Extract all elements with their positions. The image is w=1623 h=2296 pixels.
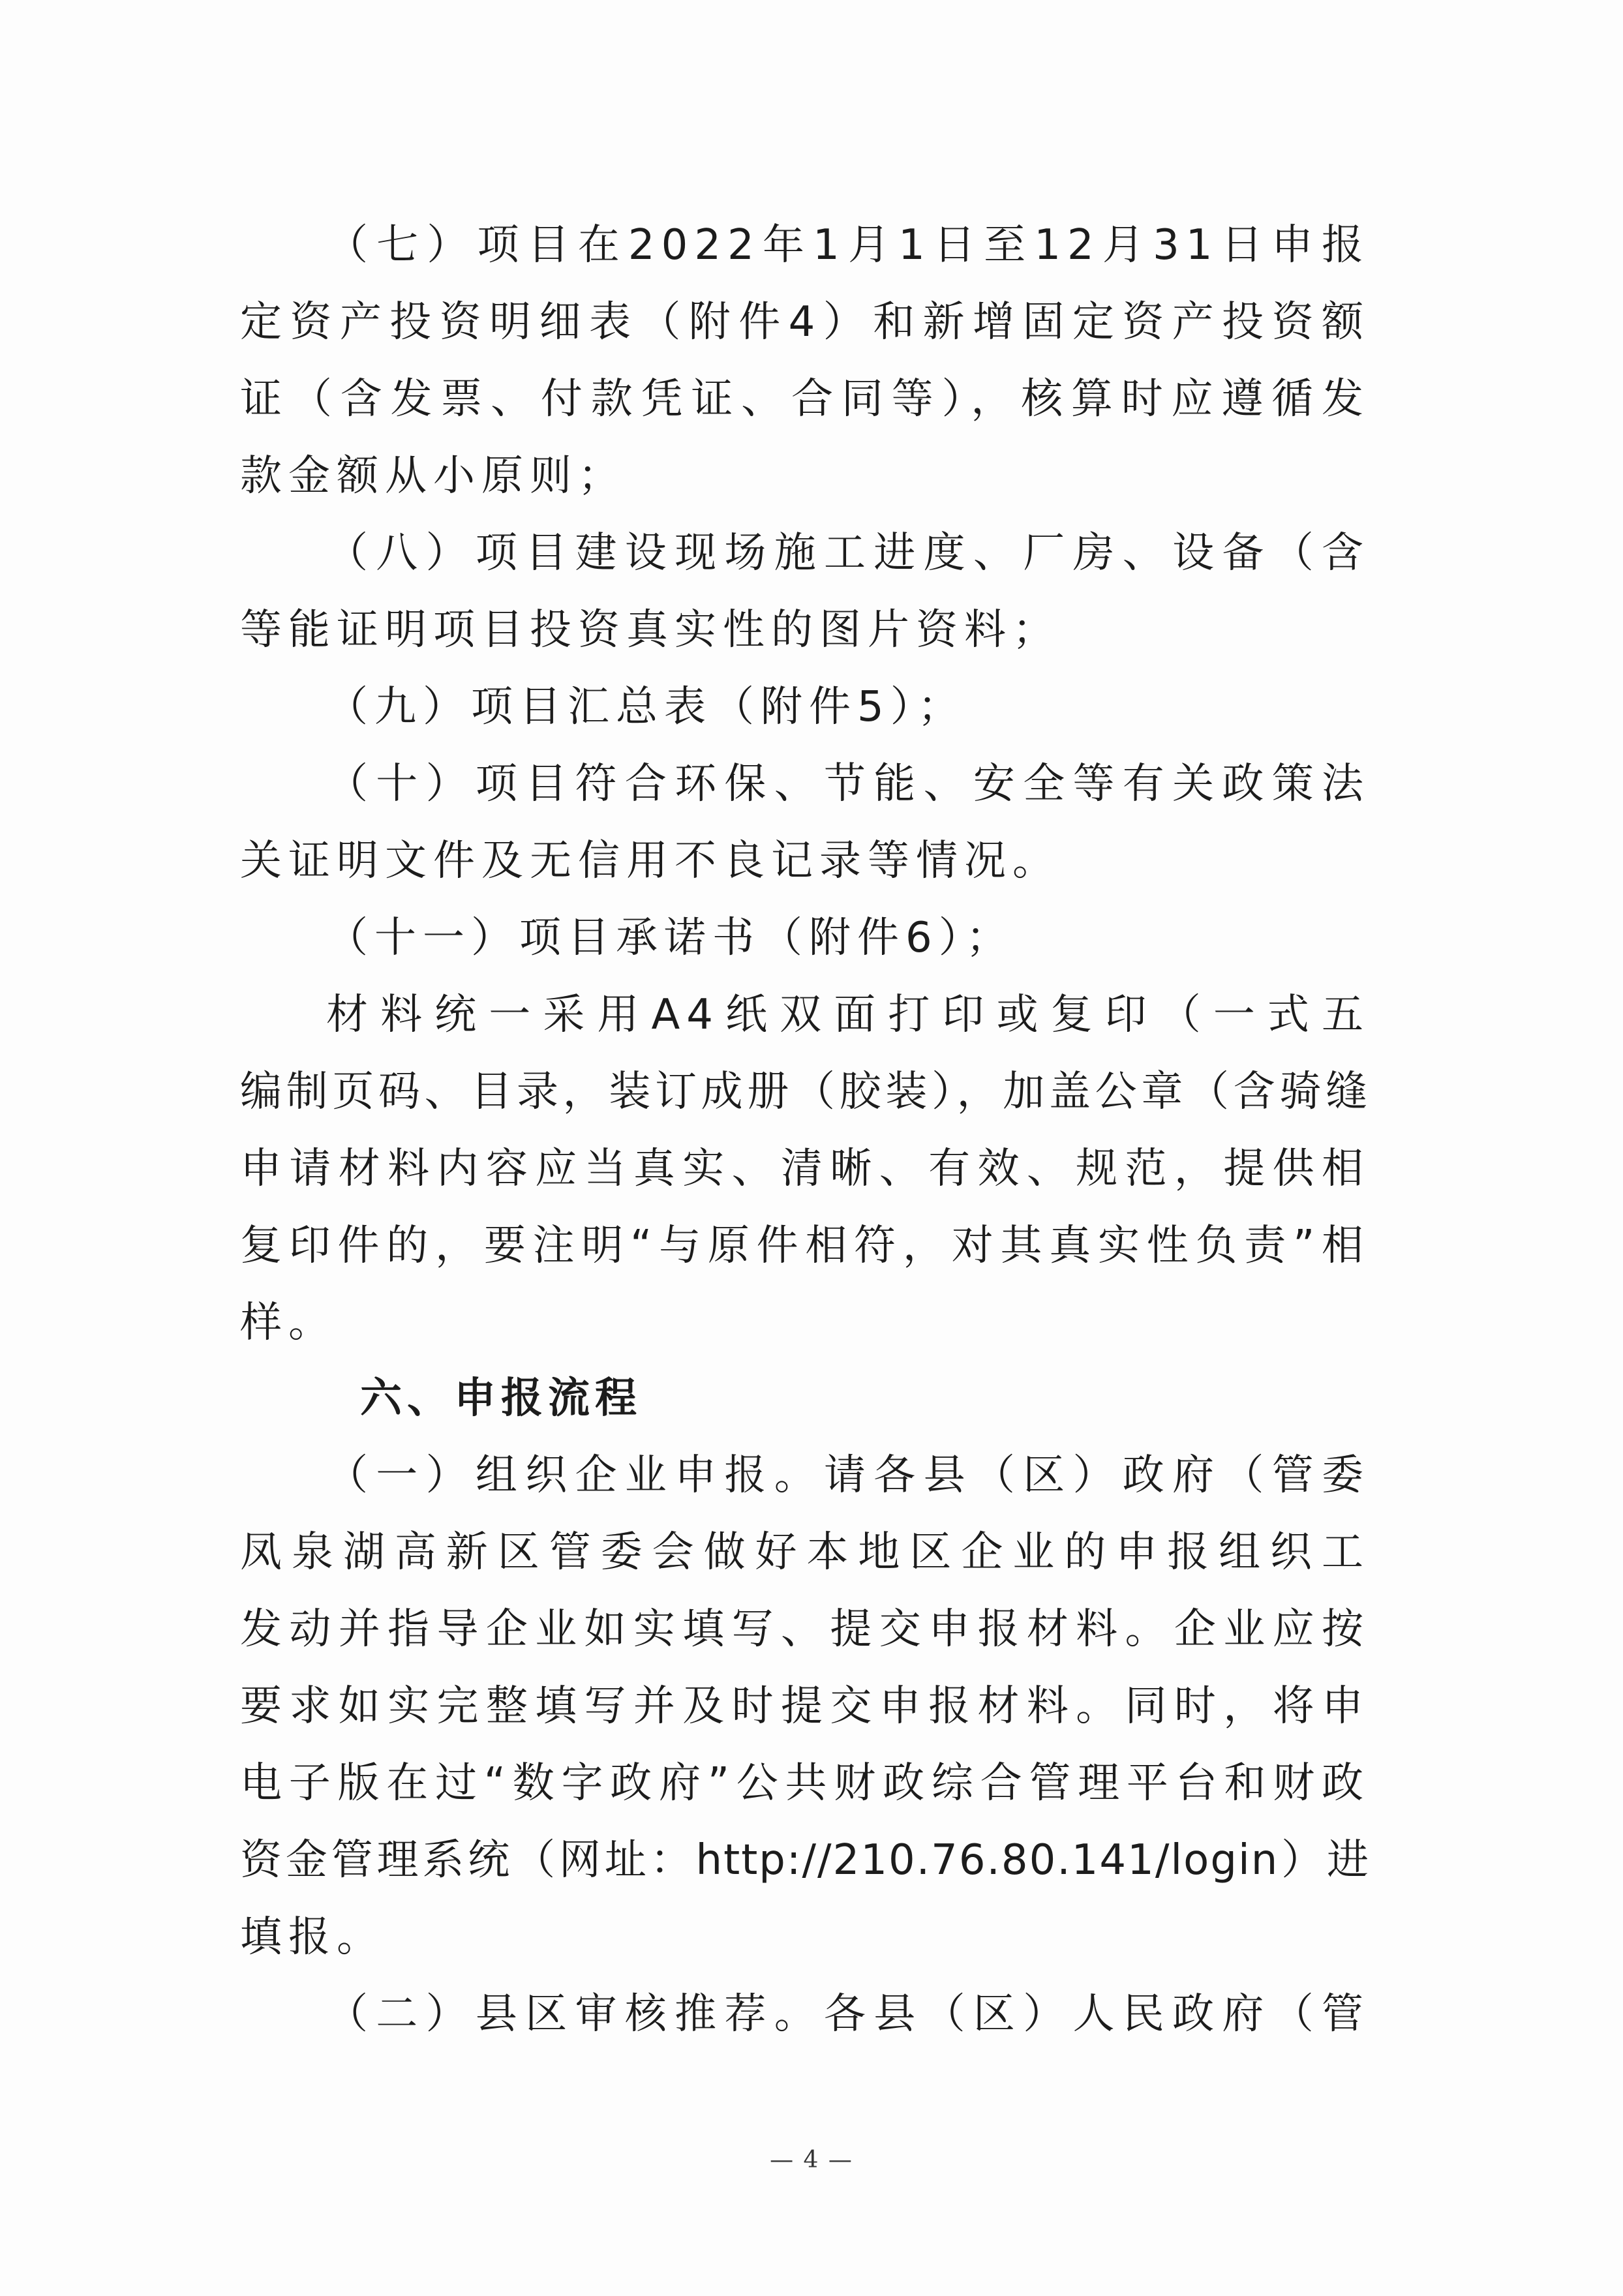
body-text-line: （十）项目符合环保、节能、安全等有关政策法 [326,760,1370,808]
body-text-line: 申请材料内容应当真实、清晰、有效、规范，提供相 [240,1145,1370,1193]
body-text-line: 款金额从小原则； [240,452,626,500]
body-text-line: 要求如实完整填写并及时提交申报材料。同时，将申 [240,1682,1370,1730]
body-text-line: （九）项目汇总表（附件5）； [326,683,966,731]
body-text-line: 电子版在过“数字政府”公共财政综合管理平台和财政 [240,1759,1370,1807]
body-text-line: 发动并指导企业如实填写、提交申报材料。企业应按 [240,1605,1370,1654]
body-text-line: （八）项目建设现场施工进度、厂房、设备（含 [326,529,1370,577]
body-text-line: （七）项目在2022年1月1日至12月31日申报 [326,221,1370,269]
body-text-line: 填报。 [240,1913,385,1961]
body-text-line: 等能证明项目投资真实性的图片资料； [240,606,1061,654]
section-heading: 六、申报流程 [360,1374,642,1423]
body-text-line: 定资产投资明细表（附件4）和新增固定资产投资额 [240,298,1370,346]
body-text-line: 资金管理系统（网址：http://210.76.80.141/login）进 [240,1836,1370,1884]
body-text-line: 复印件的，要注明“与原件相符，对其真实性负责”相 [240,1222,1370,1270]
body-text-line: 编制页码、目录，装订成册（胶装），加盖公章（含骑缝 [240,1068,1370,1116]
body-text-line: （一）组织企业申报。请各县（区）政府（管委 [326,1451,1370,1500]
body-text-line: 样。 [240,1299,337,1347]
body-text-line: 关证明文件及无信用不良记录等情况。 [240,837,1061,885]
body-text-line: （十一）项目承诺书（附件6）； [326,914,1014,962]
page-number: — 4 — [770,2147,853,2173]
body-text-line: （二）县区审核推荐。各县（区）人民政府（管 [326,1990,1370,2038]
body-text-line: 凤泉湖高新区管委会做好本地区企业的申报组织工 [240,1528,1370,1577]
body-text-line: 材料统一采用A4纸双面打印或复印（一式五 [326,991,1370,1039]
body-text-line: 证（含发票、付款凭证、合同等），核算时应遵循发 [240,375,1370,423]
